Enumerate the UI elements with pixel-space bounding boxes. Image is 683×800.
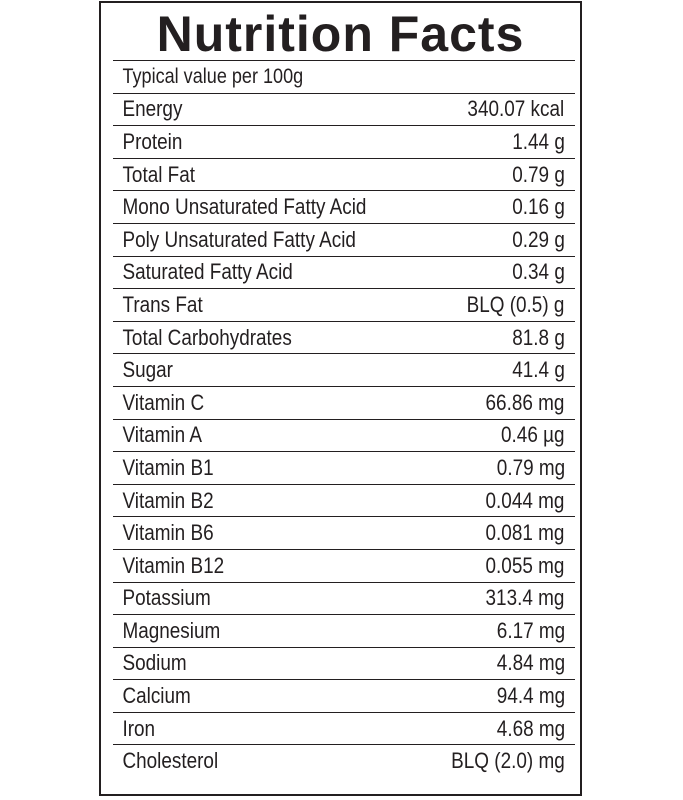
nutrient-row <box>113 516 575 549</box>
nutrient-name: Total Carbohydrates <box>122 324 292 350</box>
nutrient-row <box>113 321 575 354</box>
nutrient-rows <box>113 93 575 777</box>
nutrient-row <box>113 288 575 321</box>
nutrient-value: 81.8 g <box>512 324 565 350</box>
nutrient-row <box>113 451 575 484</box>
nutrient-value: 94.4 mg <box>496 683 565 709</box>
nutrient-row <box>113 386 575 419</box>
nutrient-value: 0.46 µg <box>501 422 565 448</box>
nutrient-name: Total Fat <box>122 161 196 187</box>
nutrient-row <box>113 93 575 126</box>
nutrient-value: 1.44 g <box>512 128 565 154</box>
nutrient-value: 66.86 mg <box>485 389 565 415</box>
nutrient-value: 6.17 mg <box>496 617 565 643</box>
nutrient-value: 340.07 kcal <box>467 96 565 122</box>
nutrient-table <box>113 60 575 777</box>
nutrient-row <box>113 484 575 517</box>
nutrient-row <box>113 679 575 712</box>
nutrient-name: Vitamin A <box>122 422 203 448</box>
nutrient-name: Cholesterol <box>122 748 219 774</box>
nutrient-row <box>113 190 575 223</box>
nutrient-name: Vitamin B6 <box>122 520 214 546</box>
nutrient-name: Trans Fat <box>122 291 203 317</box>
nutrient-value: BLQ (2.0) mg <box>451 748 565 774</box>
nutrient-value: 0.055 mg <box>485 552 565 578</box>
nutrient-value: 0.79 g <box>512 161 565 187</box>
nutrient-name: Iron <box>122 715 156 741</box>
serving-row <box>113 60 575 93</box>
nutrient-row <box>113 549 575 582</box>
nutrient-value: BLQ (0.5) g <box>466 291 565 317</box>
nutrient-row <box>113 256 575 289</box>
serving-note: Typical value per 100g <box>122 64 304 88</box>
nutrition-label <box>99 1 582 796</box>
nutrient-row <box>113 712 575 745</box>
nutrient-value: 0.16 g <box>512 194 565 220</box>
nutrient-row <box>113 647 575 680</box>
nutrient-row <box>113 582 575 615</box>
nutrient-row <box>113 419 575 452</box>
nutrient-value: 0.79 mg <box>496 454 565 480</box>
nutrient-row <box>113 158 575 191</box>
nutrient-name: Potassium <box>122 585 211 611</box>
nutrient-value: 0.29 g <box>512 226 565 252</box>
nutrient-value: 0.044 mg <box>485 487 565 513</box>
nutrient-name: Poly Unsaturated Fatty Acid <box>122 226 356 252</box>
nutrient-row <box>113 125 575 158</box>
nutrient-value: 4.68 mg <box>496 715 565 741</box>
label-title: Nutrition Facts <box>156 6 525 62</box>
nutrient-name: Magnesium <box>122 617 221 643</box>
nutrient-value: 41.4 g <box>512 357 565 383</box>
nutrient-name: Mono Unsaturated Fatty Acid <box>122 194 367 220</box>
nutrient-name: Vitamin B2 <box>122 487 214 513</box>
nutrient-name: Sugar <box>122 357 173 383</box>
nutrient-row <box>113 223 575 256</box>
nutrient-value: 0.34 g <box>512 259 565 285</box>
nutrient-name: Calcium <box>122 683 191 709</box>
nutrient-value: 313.4 mg <box>485 585 565 611</box>
nutrient-name: Vitamin B12 <box>122 552 225 578</box>
nutrient-row <box>113 744 575 777</box>
nutrient-row <box>113 614 575 647</box>
nutrient-value: 4.84 mg <box>496 650 565 676</box>
nutrient-name: Saturated Fatty Acid <box>122 259 293 285</box>
nutrient-value: 0.081 mg <box>485 520 565 546</box>
nutrient-name: Protein <box>122 128 183 154</box>
nutrient-name: Vitamin C <box>122 389 205 415</box>
nutrient-name: Sodium <box>122 650 187 676</box>
nutrient-row <box>113 353 575 386</box>
nutrient-name: Energy <box>122 96 183 122</box>
nutrient-name: Vitamin B1 <box>122 454 214 480</box>
